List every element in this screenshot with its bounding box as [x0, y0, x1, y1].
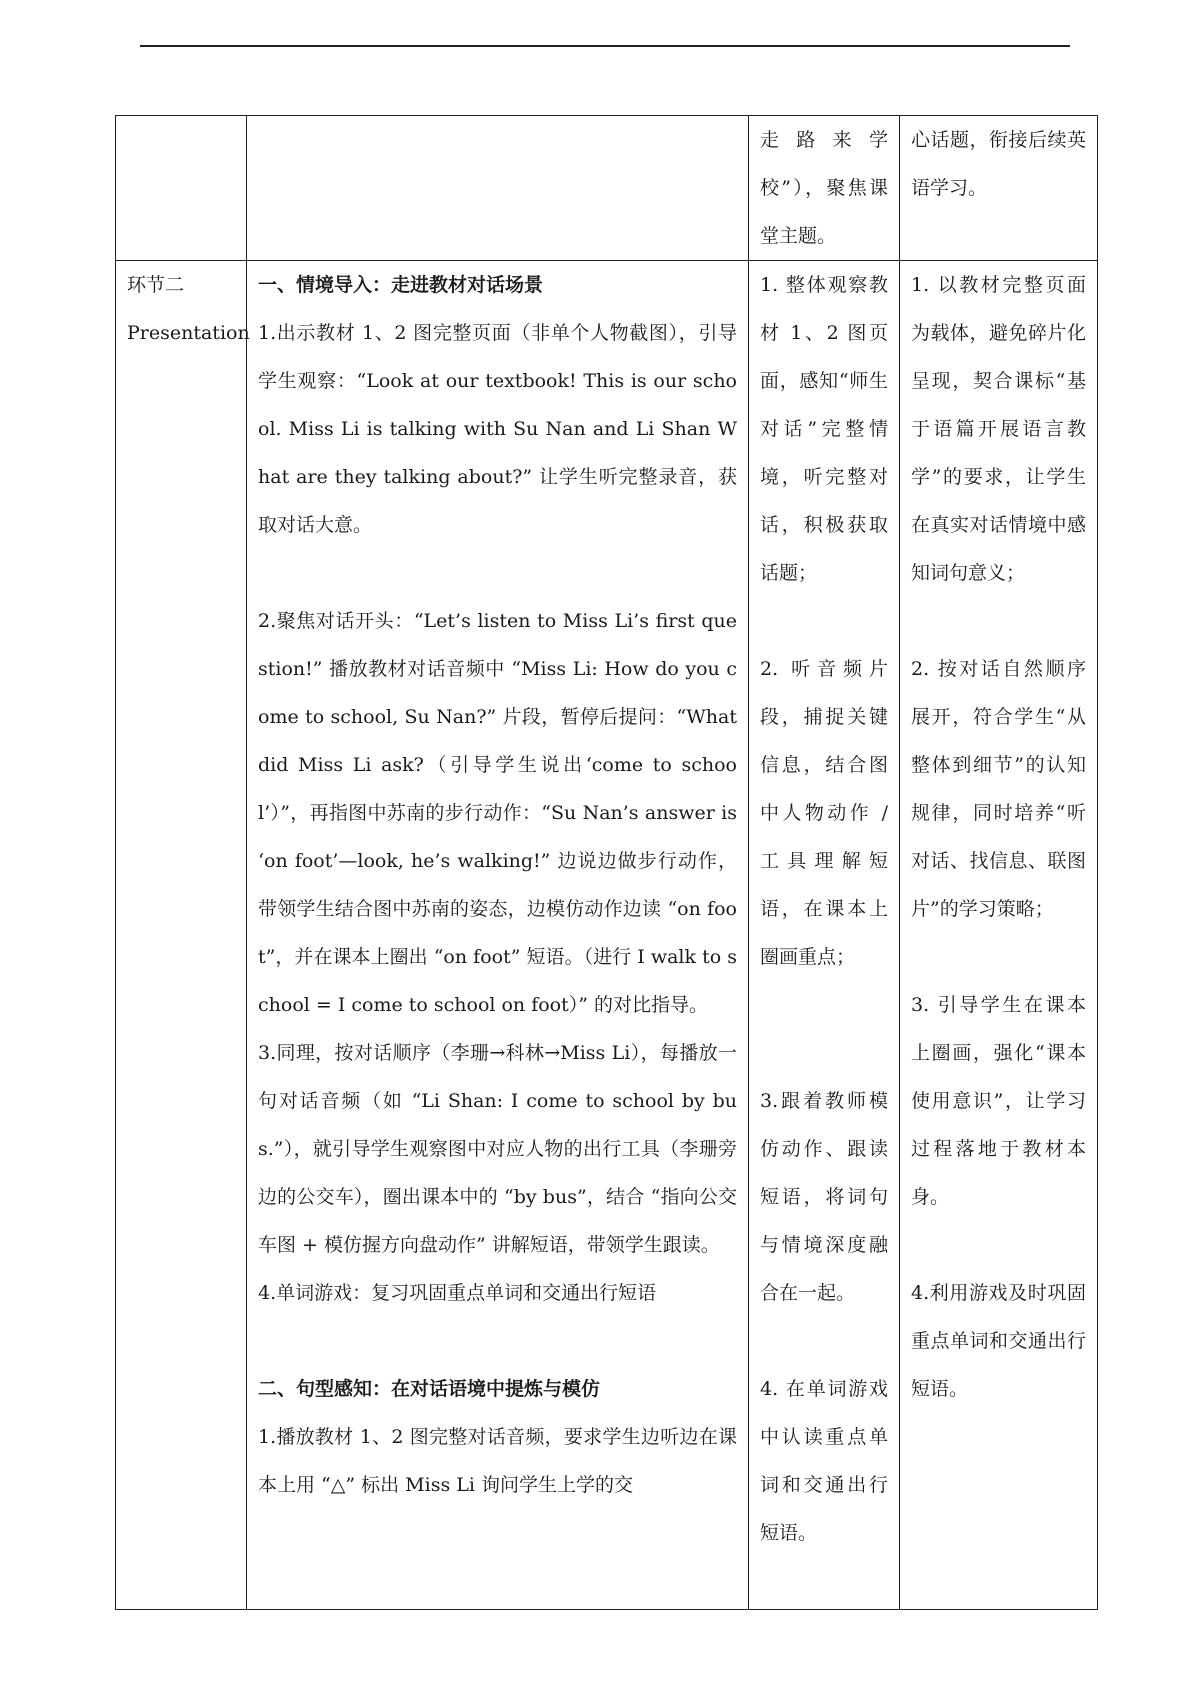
design-intent-3: 3. 引导学生在课本上圈画，强化“课本使用意识”，让学习过程落地于教材本身。: [911, 994, 1086, 1208]
student-activity-1: 1. 整体观察教材 1、2 图页面，感知“师生对话”完整情境，听完整对话，积极获取话题；: [760, 274, 888, 584]
continued-activity-cell: [247, 116, 749, 261]
stage-cell: [116, 261, 250, 1610]
spacer: [760, 1029, 888, 1077]
continued-stage-cell: [116, 116, 247, 261]
spacer: [760, 597, 888, 645]
student-activity-cell: [749, 261, 900, 1610]
stage-name: 环节二: [127, 274, 185, 296]
design-intent-4: 4.利用游戏及时巩固重点单词和交通出行短语。: [911, 1282, 1086, 1400]
activity-paragraph-4: 4.单词游戏：复习巩固重点单词和交通出行短语: [258, 1282, 657, 1304]
section-heading-1: 一、情境导入：走进教材对话场景: [258, 274, 544, 296]
spacer: [911, 933, 1086, 981]
activity-paragraph-2: 2.聚焦对话开头：“Let’s listen to Miss Li’s first question!” 播放教材对话音频中 “Miss Li: How do you come to school, Su Nan?” 片段，暂停后提问：“What did Miss Li ask?（引导学生说出‘come to school’）”，再指图中苏南的步行动作：“Su Nan’s answer is ‘on foot’—look, he’s walking!” 边说边做步行动作，带领学生结合图中苏南的姿态，边模仿动作边读 “on foot”，并在课本上圈出 “on foot” 短语。（进行 I walk to school = I come to school on foot）” 的对比指导。: [258, 610, 737, 1016]
activity-paragraph-3: 3.同理，按对话顺序（李珊→科林→Miss Li），每播放一句对话音频（如 “Li Shan: I come to school by bus.”），就引导学生观察图中对应人物的出行工具（李珊旁边的公交车），圈出课本中的 “by bus”，结合 “指向公交车图 + 模仿握方向盘动作” 讲解短语，带领学生跟读。: [258, 1042, 737, 1256]
stage-english: Presentation: [127, 322, 250, 344]
design-intent-1: 1. 以教材完整页面为载体，避免碎片化呈现，契合课标“基于语篇开展语言教学”的要求，让学生在真实对话情境中感知词句意义；: [911, 274, 1086, 584]
student-activity-4: 4. 在单词游戏中认读重点单词和交通出行短语。: [760, 1378, 888, 1544]
continued-row: [116, 116, 1098, 261]
presentation-row: [116, 261, 1098, 1610]
design-intent-2: 2. 按对话自然顺序展开，符合学生“从整体到细节”的认知规律，同时培养“听对话、找信息、联图片”的学习策略；: [911, 658, 1086, 920]
teacher-activity-cell: [247, 261, 749, 1610]
spacer: [760, 981, 888, 1029]
student-activity-3: 3.跟着教师模仿动作、跟读短语，将词句与情境深度融合在一起。: [760, 1090, 888, 1304]
activity-paragraph-1: 1.出示教材 1、2 图完整页面（非单个人物截图），引导学生观察：“Look at our textbook! This is our school. Miss Li is talking with Su Nan and Li Shan What are they talking about?” 让学生听完整录音，获取对话大意。: [258, 322, 737, 536]
spacer: [258, 549, 737, 597]
continued-intent-cell: [900, 116, 1098, 261]
design-intent-cell: [900, 261, 1098, 1610]
lesson-plan-table: [115, 115, 1098, 1610]
spacer: [258, 1317, 737, 1365]
activity-paragraph-5: 1.播放教材 1、2 图完整对话音频，要求学生边听边在课本上用 “△” 标出 Miss Li 询问学生上学的交: [258, 1426, 737, 1496]
continued-intent-text: 心话题，衔接后续英语学习。: [911, 129, 1086, 199]
continued-student-text: 走路来学校”），聚焦课堂主题。: [760, 129, 888, 247]
section-heading-2: 二、句型感知：在对话语境中提炼与模仿: [258, 1378, 601, 1400]
continued-student-cell: [749, 116, 900, 261]
spacer: [760, 1317, 888, 1365]
spacer: [911, 597, 1086, 645]
spacer: [911, 1221, 1086, 1269]
student-activity-2: 2. 听音频片段，捕捉关键信息，结合图中人物动作 / 工具理解短语，在课本上圈画重点；: [760, 658, 888, 968]
header-rule: [140, 45, 1070, 47]
